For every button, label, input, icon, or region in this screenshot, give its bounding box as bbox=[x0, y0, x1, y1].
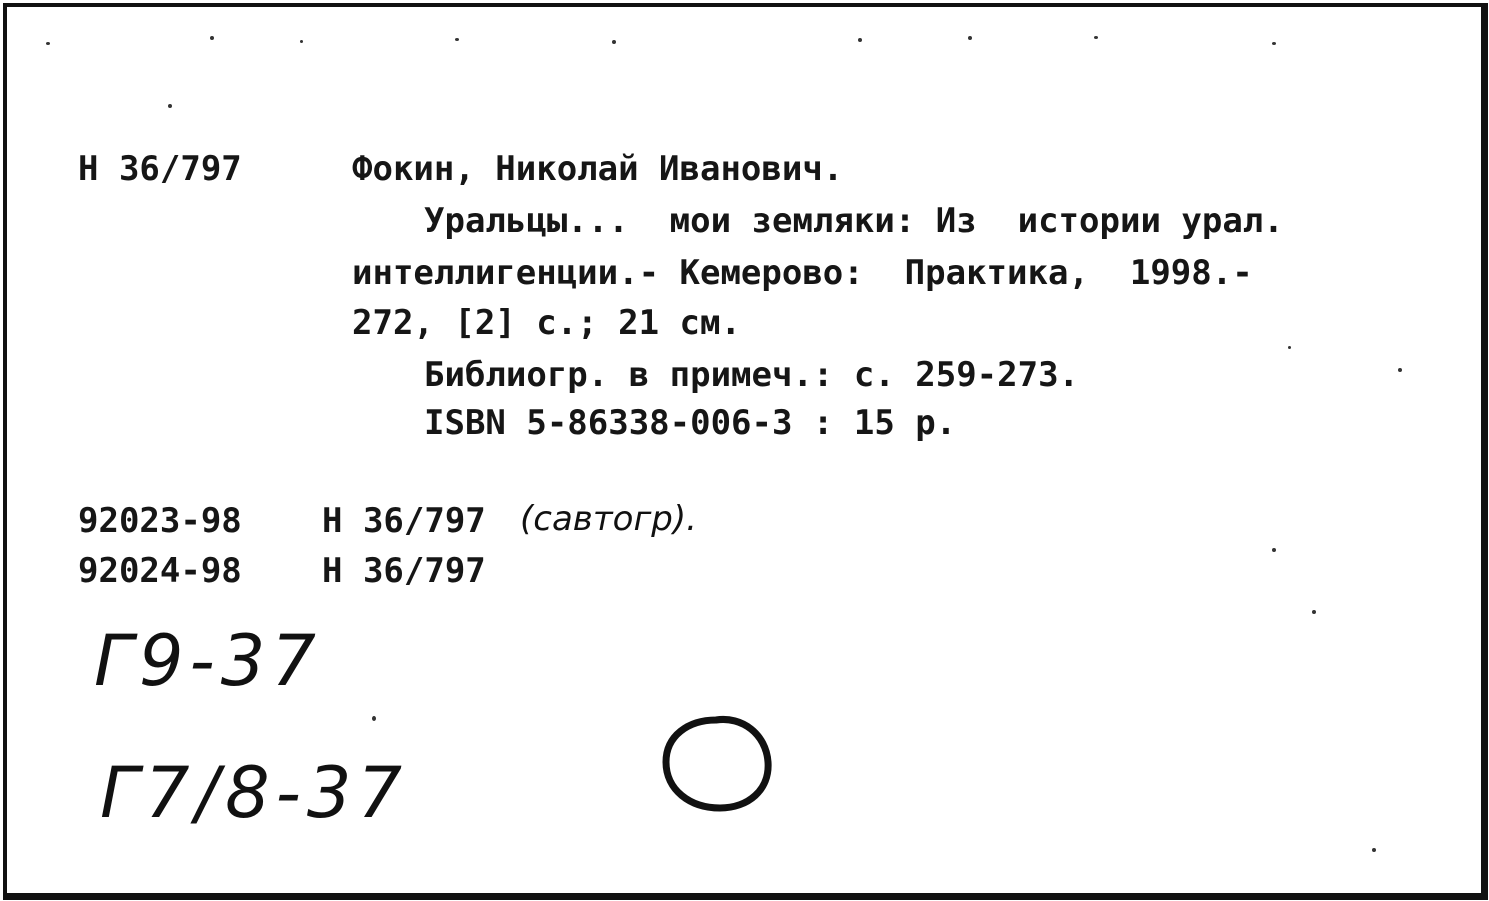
shelfmark: Н 36/797 bbox=[78, 149, 242, 189]
isbn-line: ISBN 5-86338-006-3 : 15 р. bbox=[424, 403, 957, 443]
copy-inventory-number: 92024-98 bbox=[78, 551, 242, 591]
handwritten-code: Г7/8-37 bbox=[100, 752, 408, 834]
entry-heading: Фокин, Николай Иванович. bbox=[352, 149, 844, 189]
copy-shelfmark: Н 36/797 bbox=[322, 501, 486, 541]
autograph-note: (савтогр). bbox=[520, 499, 697, 539]
title-line-3: 272, [2] с.; 21 см. bbox=[352, 303, 741, 343]
title-line-1: Уральцы... мои земляки: Из истории урал. bbox=[424, 201, 1284, 241]
bibliography-note: Библиогр. в примеч.: с. 259-273. bbox=[424, 355, 1080, 395]
copy-inventory-number: 92023-98 bbox=[78, 501, 242, 541]
handwritten-code: Г9-37 bbox=[94, 620, 322, 702]
copy-shelfmark: Н 36/797 bbox=[322, 551, 486, 591]
title-line-2: интеллигенции.- Кемерово: Практика, 1998.- bbox=[352, 253, 1253, 293]
circle-mark bbox=[666, 719, 768, 808]
